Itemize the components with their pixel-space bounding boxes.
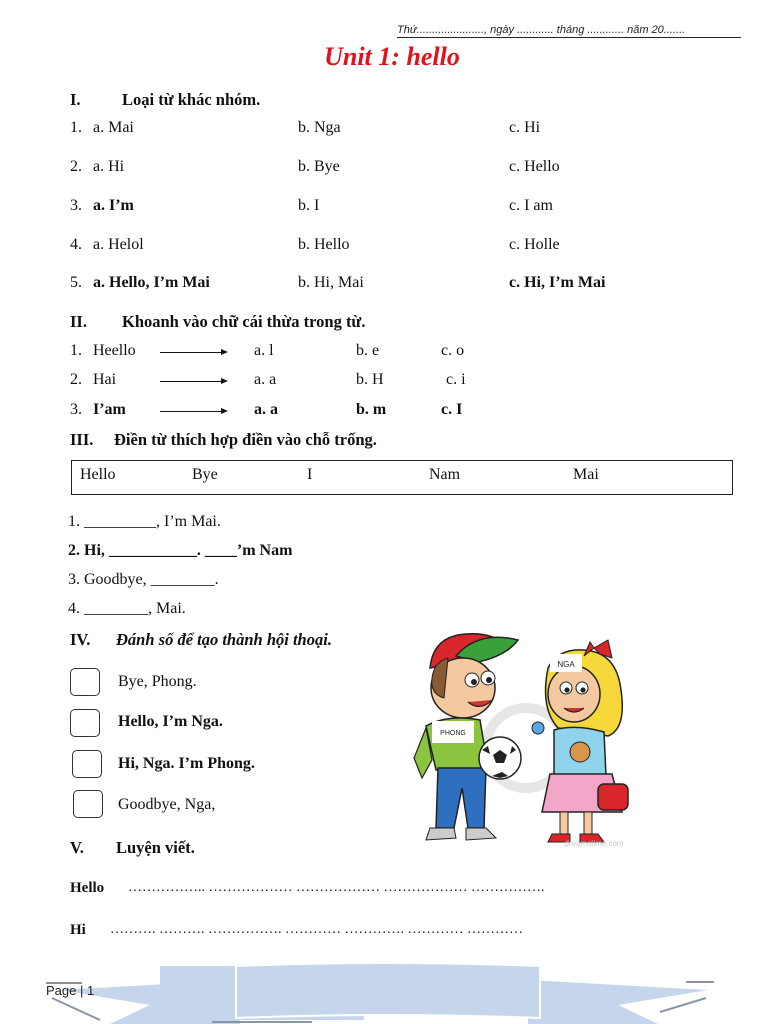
option-b: b. H: [356, 371, 384, 388]
word-bank-item: Bye: [192, 466, 218, 483]
question-number: 1.: [70, 342, 82, 359]
question-number: 1.: [70, 119, 82, 136]
date-line: Thứ......................, ngày ............ tháng ............ năm 20.......: [397, 24, 741, 38]
section-3-heading: [70, 430, 377, 450]
question-number: 2.: [70, 371, 82, 388]
arrow-icon: [160, 381, 226, 382]
option-c: c. o: [441, 342, 465, 359]
question-number: 3.: [70, 401, 82, 418]
option-a: a. Hi: [93, 158, 125, 175]
option-a: a. Helol: [93, 236, 144, 253]
section-5-heading: [70, 838, 195, 858]
arrow-icon: [160, 352, 226, 353]
section-number: IV.: [70, 630, 91, 649]
option-c: c. Hi, I’m Mai: [509, 274, 606, 291]
option-b: b. m: [356, 401, 387, 418]
option-c: c. Hello: [509, 158, 560, 175]
dialogue-line: Bye, Phong.: [118, 673, 197, 690]
writing-dots[interactable]: …………….. ……………… ……………… ……………… …………….: [128, 880, 545, 895]
option-c: c. Hi: [509, 119, 541, 136]
option-b: b. Bye: [298, 158, 340, 175]
option-b: b. e: [356, 342, 380, 359]
boy-name-label: PHONG: [440, 730, 466, 737]
order-box[interactable]: [70, 709, 100, 737]
misspelled-word: I’am: [93, 401, 126, 418]
order-box[interactable]: [70, 668, 100, 696]
word-bank-item: Nam: [429, 466, 461, 483]
section-number: II.: [70, 312, 87, 331]
section-number: V.: [70, 838, 84, 857]
dialogue-line: Hello, I’m Nga.: [118, 713, 223, 730]
section-number: I.: [70, 90, 81, 109]
arrow-icon: [160, 411, 226, 412]
option-b: b. Hi, Mai: [298, 274, 364, 291]
page-title: Unit 1: hello: [324, 42, 460, 71]
option-a: a. I’m: [93, 197, 134, 214]
question-number: 4.: [70, 236, 82, 253]
girl-name-label: NGA: [557, 660, 575, 669]
word-bank-box: [71, 460, 733, 495]
footer-ribbon: [0, 960, 768, 1024]
handbag-icon: [598, 784, 628, 810]
writing-word: Hello: [70, 880, 105, 896]
option-c: c. I: [441, 401, 463, 418]
section-number: III.: [70, 430, 94, 449]
order-box[interactable]: [73, 790, 103, 818]
writing-dots[interactable]: ………. ………. ……………. ………… …………. ………… …………: [110, 922, 523, 937]
fill-sentence: 3. Goodbye, ________.: [68, 571, 219, 588]
fill-sentence: 2. Hi, ___________. ____’m Nam: [68, 542, 293, 559]
section-title: Loại từ khác nhóm.: [122, 90, 261, 109]
dialogue-line: Hi, Nga. I’m Phong.: [118, 755, 255, 772]
section-title: Khoanh vào chữ cái thừa trong từ.: [122, 312, 366, 331]
fill-sentence: 4. ________, Mai.: [68, 600, 186, 617]
option-b: b. Hello: [298, 236, 350, 253]
word-bank-item: Mai: [573, 466, 599, 483]
soccer-ball: [479, 737, 521, 779]
option-b: b. Nga: [298, 119, 341, 136]
section-title: Điền từ thích hợp điền vào chỗ trống.: [114, 430, 377, 449]
question-number: 2.: [70, 158, 82, 175]
word-bank-item: I: [307, 466, 313, 483]
misspelled-word: Hai: [93, 371, 117, 388]
option-c: c. I am: [509, 197, 553, 214]
order-box[interactable]: [72, 750, 102, 778]
option-a: a. a: [254, 401, 278, 418]
misspelled-word: Heello: [93, 342, 136, 359]
option-a: a. Hello, I’m Mai: [93, 274, 210, 291]
option-c: c. i: [446, 371, 466, 388]
flower-icon: [532, 722, 544, 734]
option-a: a. Mai: [93, 119, 134, 136]
page-number: Page | 1: [46, 983, 95, 998]
option-b: b. I: [298, 197, 320, 214]
writing-word: Hi: [70, 922, 86, 938]
option-a: a. a: [254, 371, 277, 388]
section-title: Đánh số để tạo thành hội thoại.: [116, 630, 332, 649]
word-bank-item: Hello: [80, 466, 116, 483]
fill-sentence: 1. _________, I’m Mai.: [68, 513, 221, 530]
question-number: 5.: [70, 274, 82, 291]
dialogue-line: Goodbye, Nga,: [118, 796, 216, 813]
children-illustration: [408, 628, 640, 850]
question-number: 3.: [70, 197, 82, 214]
watermark-text: dreamstime.com: [564, 839, 624, 848]
option-a: a. l: [254, 342, 274, 359]
option-c: c. Holle: [509, 236, 560, 253]
section-2-heading: [70, 312, 365, 332]
section-4-heading: [70, 630, 332, 650]
section-title: Luyện viết.: [116, 838, 195, 857]
section-1-heading: [70, 90, 260, 110]
